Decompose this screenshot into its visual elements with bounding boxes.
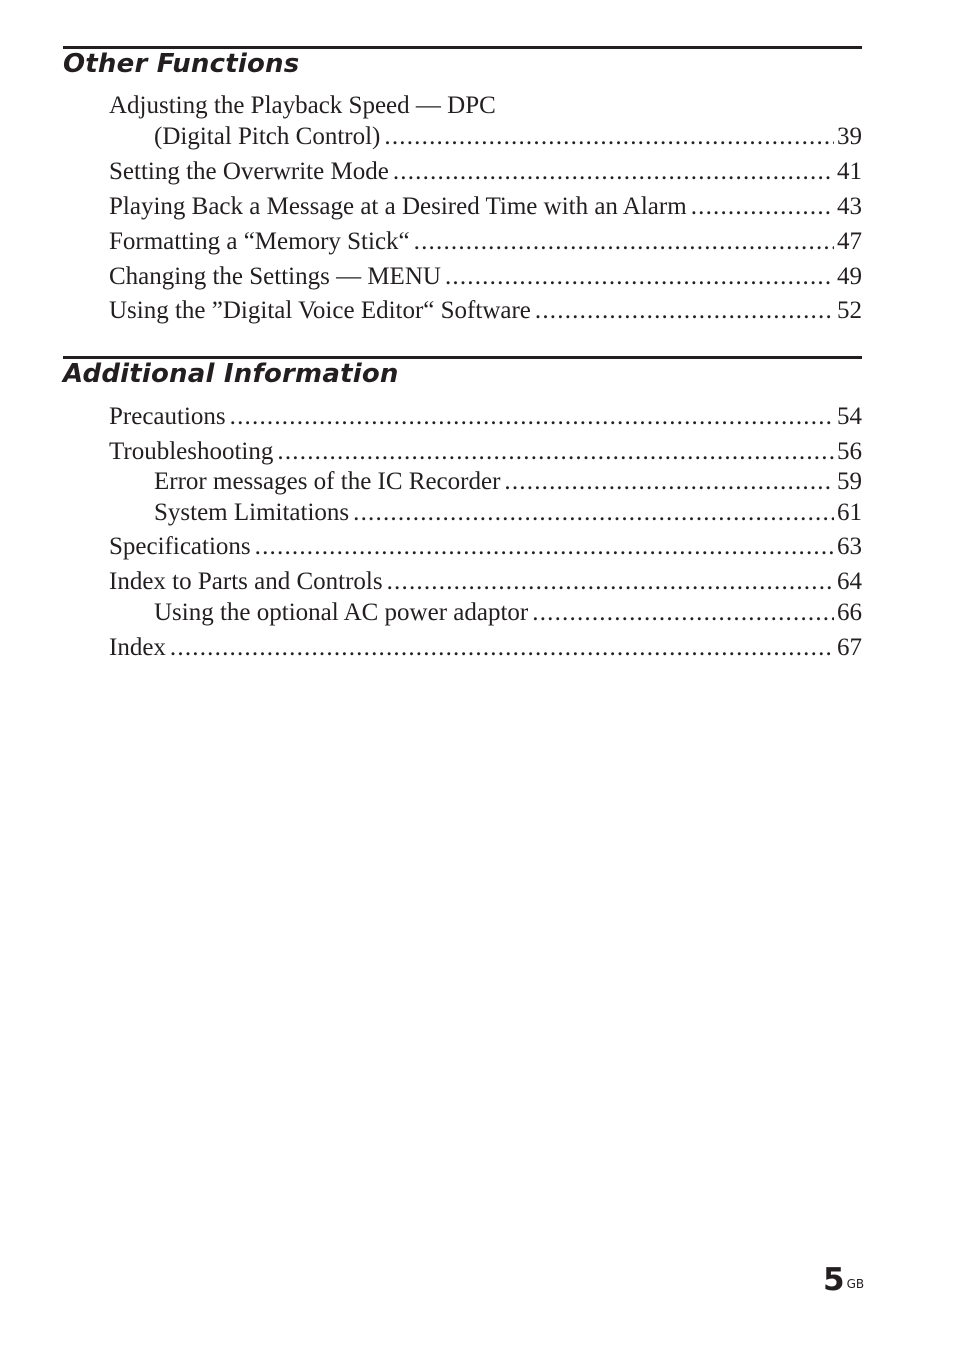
toc-entry-label: Setting the Overwrite Mode [109, 158, 389, 185]
toc-entry-label: Playing Back a Message at a Desired Time with an Alarm [109, 193, 687, 220]
toc-entry-label: Specifications [109, 533, 251, 560]
dot-leader [691, 192, 834, 222]
toc-entry-page: 54 [837, 403, 862, 430]
dot-leader [393, 157, 834, 187]
toc-entry[interactable] [154, 598, 862, 628]
dot-leader [532, 598, 834, 628]
section-other-functions [63, 46, 862, 79]
dot-leader [387, 567, 834, 597]
dot-leader [384, 122, 834, 152]
dot-leader [255, 532, 834, 562]
toc-entry[interactable] [109, 91, 862, 121]
dot-leader [414, 227, 834, 257]
toc-entry[interactable] [109, 633, 862, 663]
toc-entry-label: Changing the Settings — MENU [109, 263, 441, 290]
toc-entry[interactable] [109, 262, 862, 292]
section-title: Other Functions [63, 49, 300, 79]
toc-entry-page: 52 [837, 297, 862, 324]
dot-leader [504, 467, 834, 497]
page-number-value: 5 [823, 1262, 845, 1298]
toc-entry-page: 56 [837, 438, 862, 465]
dot-leader [230, 402, 834, 432]
toc-entry-label: Using the ”Digital Voice Editor“ Software [109, 297, 531, 324]
toc-entry[interactable] [109, 227, 862, 257]
toc-entry[interactable] [109, 532, 862, 562]
toc-entry[interactable] [154, 122, 862, 152]
toc-entry-page: 63 [837, 533, 862, 560]
toc-entry-page: 61 [837, 499, 862, 526]
toc-entry-label: System Limitations [154, 499, 350, 526]
page-number-suffix: GB [846, 1277, 865, 1291]
dot-leader [277, 437, 834, 467]
toc-entry-label: Precautions [109, 403, 226, 430]
toc-entry[interactable] [109, 437, 862, 467]
page-number [823, 1262, 864, 1298]
section-additional-information [63, 356, 862, 389]
dot-leader [535, 296, 834, 326]
dot-leader [445, 262, 834, 292]
toc-entry[interactable] [154, 498, 862, 528]
toc-entry[interactable] [109, 567, 862, 597]
toc-entry-page: 59 [837, 468, 862, 495]
toc-entry[interactable] [154, 467, 862, 497]
toc-entry-label: (Digital Pitch Control) [154, 123, 381, 150]
toc-entry[interactable] [109, 296, 862, 326]
toc-entry-label: Formatting a “Memory Stick“ [109, 228, 410, 255]
toc-entry-page: 66 [837, 599, 862, 626]
toc-entry-label: Index to Parts and Controls [109, 568, 383, 595]
dot-leader [170, 633, 834, 663]
toc-entry-label: Adjusting the Playback Speed — DPC [109, 92, 496, 119]
dot-leader [353, 498, 834, 528]
toc-entry-page: 41 [837, 158, 862, 185]
toc-entry-label: Troubleshooting [109, 438, 274, 465]
toc-entry-page: 64 [837, 568, 862, 595]
toc-entry-label: Using the optional AC power adaptor [154, 599, 529, 626]
toc-entry-label: Error messages of the IC Recorder [154, 468, 501, 495]
toc-entry-label: Index [109, 634, 166, 661]
toc-entry-page: 39 [837, 123, 862, 150]
toc-entry-page: 43 [837, 193, 862, 220]
toc-entry[interactable] [109, 157, 862, 187]
toc-entry[interactable] [109, 402, 862, 432]
section-title: Additional Information [63, 359, 399, 389]
toc-entry-page: 49 [837, 263, 862, 290]
toc-entry[interactable] [109, 192, 862, 222]
toc-entry-page: 47 [837, 228, 862, 255]
toc-entry-page: 67 [837, 634, 862, 661]
